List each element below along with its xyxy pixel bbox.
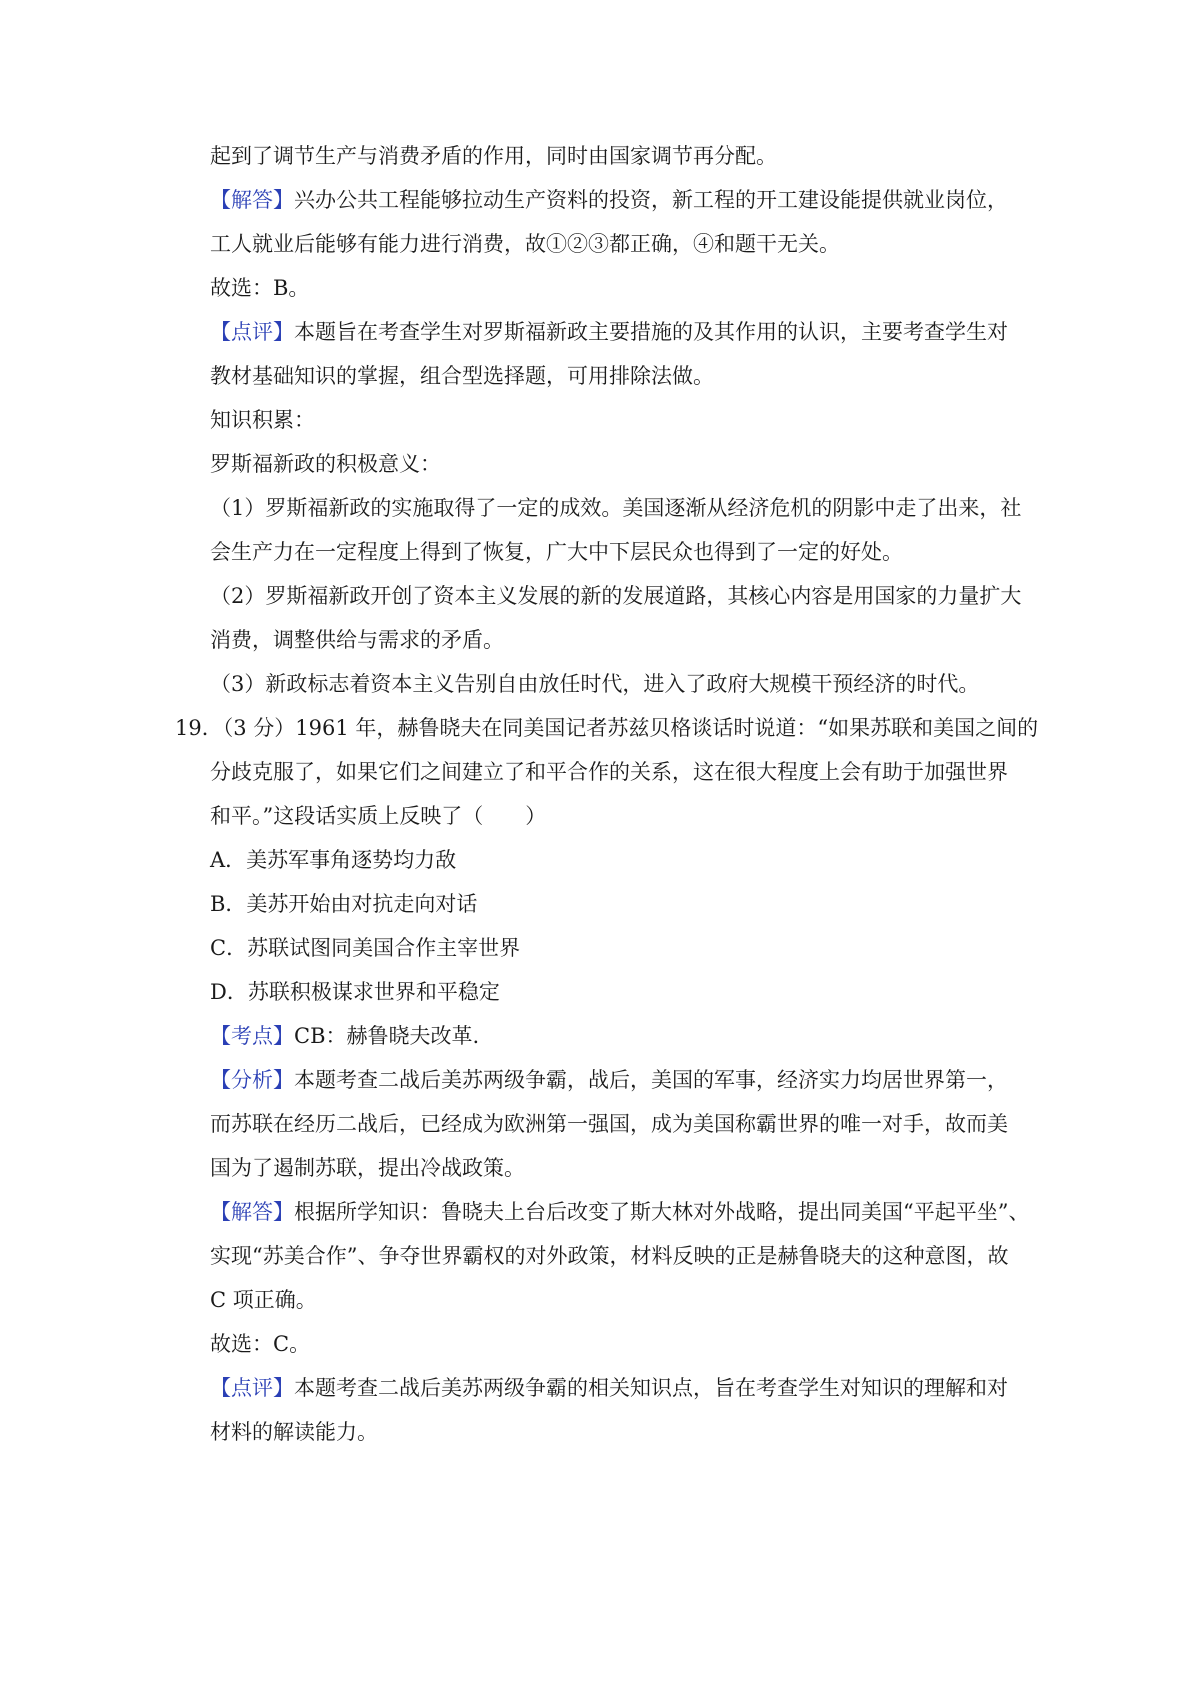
- bracket-close: 】: [273, 188, 294, 212]
- option-c: C．苏联试图同美国合作主宰世界: [210, 936, 521, 960]
- q18-choice: 故选：B。: [210, 276, 310, 300]
- q18-comment-line-1: [210, 318, 1008, 346]
- q18-comment-line-2: 教材基础知识的掌握，组合型选择题，可用排除法做。: [210, 364, 714, 388]
- point-1-line-1: （1）罗斯福新政的实施取得了一定的成效。美国逐渐从经济危机的阴影中走了出来，社: [210, 496, 1022, 520]
- point-text: CB：赫鲁晓夫改革.: [294, 1024, 480, 1048]
- bracket-open: 【: [210, 188, 231, 212]
- answer-tag: [210, 1200, 294, 1224]
- q18-answer-line-2: 工人就业后能够有能力进行消费，故①②③都正确，④和题干无关。: [210, 232, 840, 256]
- point-tag-label: 考点: [231, 1024, 273, 1048]
- q18-answer-line-1: [210, 186, 1008, 214]
- q19-analysis-line-1: [210, 1066, 1008, 1094]
- q19-comment-line-2: 材料的解读能力。: [210, 1420, 378, 1444]
- analysis-text: 本题考查二战后美苏两级争霸，战后，美国的军事，经济实力均居世界第一，: [294, 1068, 1008, 1092]
- analysis-tag-label: 分析: [231, 1068, 273, 1092]
- knowledge-heading: 知识积累：: [210, 408, 315, 432]
- bracket-open: 【: [210, 1376, 231, 1400]
- comment-text: 本题旨在考查学生对罗斯福新政主要措施的及其作用的认识，主要考查学生对: [294, 320, 1008, 344]
- q19-point-line: [210, 1022, 479, 1050]
- bracket-close: 】: [273, 1200, 294, 1224]
- q18-continuation-line: 起到了调节生产与消费矛盾的作用，同时由国家调节再分配。: [210, 144, 777, 168]
- bracket-open: 【: [210, 1024, 231, 1048]
- point-tag: [210, 1024, 294, 1048]
- answer-text: 兴办公共工程能够拉动生产资料的投资，新工程的开工建设能提供就业岗位，: [294, 188, 1008, 212]
- point-3-line-1: （3）新政标志着资本主义告别自由放任时代，进入了政府大规模干预经济的时代。: [210, 672, 980, 696]
- option-b: B．美苏开始由对抗走向对话: [210, 892, 478, 916]
- answer-tag: [210, 188, 294, 212]
- q19-answer-line-2: 实现“苏美合作”、争夺世界霸权的对外政策，材料反映的正是赫鲁晓夫的这种意图，故: [210, 1244, 1009, 1268]
- answer-tag-label: 解答: [231, 1200, 273, 1224]
- bracket-close: 】: [273, 1024, 294, 1048]
- comment-tag: [210, 1376, 294, 1400]
- bracket-open: 【: [210, 1068, 231, 1092]
- comment-tag-label: 点评: [231, 320, 273, 344]
- bracket-close: 】: [273, 1068, 294, 1092]
- q19-choice: 故选：C。: [210, 1332, 311, 1356]
- q19-stem-line-1: [175, 714, 1038, 742]
- comment-text: 本题考查二战后美苏两级争霸的相关知识点，旨在考查学生对知识的理解和对: [294, 1376, 1008, 1400]
- point-2-line-1: （2）罗斯福新政开创了资本主义发展的新的发展道路，其核心内容是用国家的力量扩大: [210, 584, 1022, 608]
- q19-stem-line-3: 和平。”这段话实质上反映了（ ）: [210, 804, 547, 828]
- bracket-open: 【: [210, 1200, 231, 1224]
- answer-tag-label: 解答: [231, 188, 273, 212]
- question-stem-text: （3 分）1961 年，赫鲁晓夫在同美国记者苏兹贝格谈话时说道：“如果苏联和美国之间的: [222, 716, 1039, 740]
- comment-tag-label: 点评: [231, 1376, 273, 1400]
- bracket-close: 】: [273, 1376, 294, 1400]
- answer-text: 根据所学知识：鲁晓夫上台后改变了斯大林对外战略，提出同美国“平起平坐”、: [294, 1200, 1030, 1224]
- bracket-open: 【: [210, 320, 231, 344]
- q19-stem-line-2: 分歧克服了，如果它们之间建立了和平合作的关系，这在很大程度上会有助于加强世界: [210, 760, 1008, 784]
- question-number: 19．: [175, 716, 223, 740]
- option-d: D．苏联积极谋求世界和平稳定: [210, 980, 500, 1004]
- q19-analysis-line-2: 而苏联在经历二战后，已经成为欧洲第一强国，成为美国称霸世界的唯一对手，故而美: [210, 1112, 1008, 1136]
- bracket-close: 】: [273, 320, 294, 344]
- option-a: A．美苏军事角逐势均力敌: [210, 848, 457, 872]
- q19-analysis-line-3: 国为了遏制苏联，提出冷战政策。: [210, 1156, 525, 1180]
- point-2-line-2: 消费，调整供给与需求的矛盾。: [210, 628, 504, 652]
- q19-answer-line-3: C 项正确。: [210, 1288, 317, 1312]
- comment-tag: [210, 320, 294, 344]
- significance-heading: 罗斯福新政的积极意义：: [210, 452, 441, 476]
- q19-answer-line-1: [210, 1198, 1029, 1226]
- analysis-tag: [210, 1068, 294, 1092]
- point-1-line-2: 会生产力在一定程度上得到了恢复，广大中下层民众也得到了一定的好处。: [210, 540, 903, 564]
- q19-comment-line-1: [210, 1374, 1008, 1402]
